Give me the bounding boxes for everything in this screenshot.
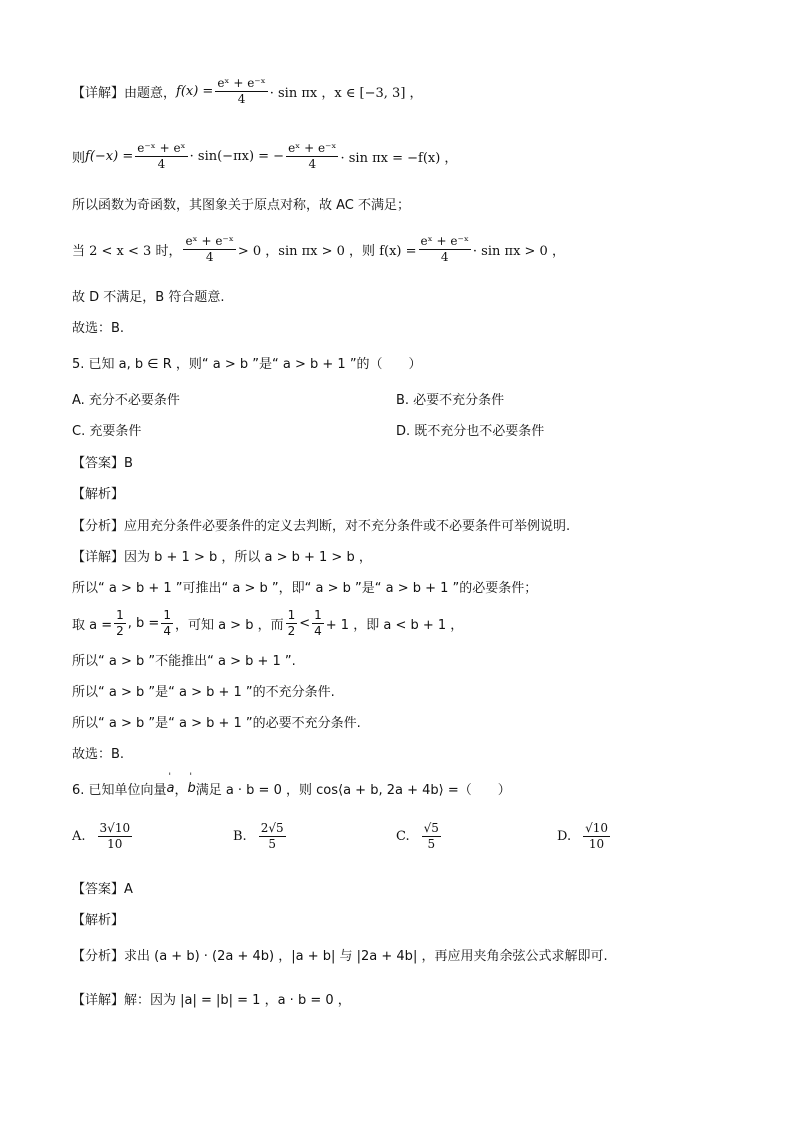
solution-line-2 <box>72 140 458 171</box>
math: > 0 ，sin πx > 0 ，则 f(x) = <box>237 243 417 259</box>
text: 所以“ a > b ”不能推出“ a > b + 1 ”. <box>72 653 296 669</box>
numerator: 3√10 <box>99 821 131 835</box>
math: · sin(−πx) = − <box>189 148 285 164</box>
text: 【答案】A <box>72 881 133 897</box>
text: 故 D 不满足，B 符合题意. <box>72 289 225 305</box>
q6-analysis-heading <box>72 907 124 929</box>
denominator: 4 <box>440 249 449 264</box>
text: 故选：B. <box>72 320 125 336</box>
denominator: 4 <box>237 91 246 106</box>
text: 【详解】解：因为 |a| = |b| = 1 ，a · b = 0 ， <box>72 992 351 1008</box>
numerator: 1 <box>163 607 171 622</box>
option-label: B. <box>233 828 247 844</box>
text: 所以“ a > b ”是“ a > b + 1 ”的不充分条件. <box>72 684 335 700</box>
option-label: D. <box>557 828 572 844</box>
math: 取 a = <box>72 617 113 633</box>
numerator: 1 <box>314 607 322 622</box>
q5-option-c <box>72 420 141 439</box>
q6-option-d <box>557 822 612 850</box>
q5-analysis-heading <box>72 481 124 503</box>
fraction <box>259 822 286 850</box>
numerator: eˣ + e⁻ˣ <box>185 233 234 248</box>
q6-analysis <box>72 943 608 965</box>
q5-detail-2 <box>72 575 537 597</box>
fraction <box>215 77 267 105</box>
numerator: 2√5 <box>260 821 284 835</box>
solution-line-1 <box>72 75 423 106</box>
question-5-stem <box>72 351 422 373</box>
numerator: √5 <box>423 821 439 835</box>
numerator: e⁻ˣ + eˣ <box>137 140 186 155</box>
numerator: eˣ + e⁻ˣ <box>420 233 469 248</box>
text: 【分析】求出 (a + b) · (2a + 4b) ，|a + b| 与 |2a + 4b| ，再应用夹角余弦公式求解即可. <box>72 948 608 964</box>
q6-option-b <box>233 822 288 850</box>
numerator: eˣ + e⁻ˣ <box>288 140 337 155</box>
denominator: 4 <box>314 623 322 638</box>
fraction <box>419 235 471 263</box>
denominator: 5 <box>268 836 276 851</box>
denominator: 2 <box>116 623 124 638</box>
math: ，可知 a > b ，而 <box>174 617 284 633</box>
text: D. 既不充分也不必要条件 <box>396 424 545 439</box>
q6-option-c <box>396 822 443 850</box>
denominator: 5 <box>427 836 436 851</box>
math: a · b = 0 ，则 cos⟨a + b, 2a + 4b⟩ =（ ） <box>225 782 511 798</box>
text: 【详解】因为 b + 1 > b ，所以 a > b + 1 > b ， <box>72 549 372 565</box>
math: · sin πx ，x ∈ [−3, 3] ， <box>269 85 423 101</box>
solution-line-5 <box>72 284 224 306</box>
text: 所以“ a > b + 1 ”可推出“ a > b ”，即“ a > b ”是“ a > b + 1 ”的必要条件； <box>72 580 538 596</box>
fraction <box>161 609 173 637</box>
denominator: 2 <box>287 623 296 638</box>
q5-option-a <box>72 389 180 408</box>
denominator: 4 <box>205 249 214 264</box>
option-label: C. <box>396 828 410 844</box>
denominator: 4 <box>308 156 317 171</box>
math: · sin πx = −f(x) ， <box>340 150 458 166</box>
q5-option-d <box>396 420 544 439</box>
fraction <box>286 609 298 637</box>
fraction <box>583 822 610 850</box>
text: 所以“ a > b ”是“ a > b + 1 ”的必要不充分条件. <box>72 715 361 731</box>
text: 满足 <box>195 782 222 798</box>
math: · sin πx > 0 ， <box>472 243 565 259</box>
denominator: 10 <box>107 836 123 851</box>
denominator: 4 <box>157 156 166 171</box>
numerator: eˣ + e⁻ˣ <box>217 75 266 90</box>
option-label: A. <box>72 828 86 844</box>
fraction <box>98 822 133 850</box>
q5-detail-1 <box>72 544 372 566</box>
text: C. 充要条件 <box>72 424 142 439</box>
text: 【解析】 <box>72 486 125 502</box>
text: 【分析】应用充分条件必要条件的定义去判断，对不充分条件或不必要条件可举例说明. <box>72 518 571 534</box>
q6-answer <box>72 876 133 898</box>
text: 6. 已知单位向量 <box>72 782 167 798</box>
fraction <box>286 142 338 170</box>
text: A. 充分不必要条件 <box>72 393 180 408</box>
text: 则 <box>72 150 86 166</box>
fraction <box>422 822 441 850</box>
fraction <box>135 142 187 170</box>
text: 【详解】由题意， <box>72 85 177 101</box>
solution-line-4 <box>72 233 565 264</box>
numerator: 1 <box>116 607 124 622</box>
vector-b: ' b <box>188 781 196 796</box>
question-6-stem <box>72 777 511 799</box>
text: 5. 已知 a, b ∈ R ，则“ a > b ”是“ a > b + 1 ”的（ ） <box>72 356 422 372</box>
numerator: 1 <box>287 607 296 622</box>
text: B. 必要不充分条件 <box>396 393 505 408</box>
numerator: √10 <box>585 821 609 835</box>
denominator: 10 <box>588 836 605 851</box>
solution-line-3 <box>72 192 410 214</box>
q5-option-b <box>396 389 504 408</box>
text: 故选：B. <box>72 746 125 762</box>
solution-line-6 <box>72 315 124 337</box>
q5-detail-4 <box>72 648 296 670</box>
denominator: 4 <box>163 623 171 638</box>
q6-detail-1 <box>72 987 351 1009</box>
math: < <box>299 615 311 631</box>
fraction <box>114 609 126 637</box>
math: + 1 ，即 a < b + 1 ， <box>325 617 464 633</box>
text: ， <box>174 782 188 798</box>
fraction <box>312 609 324 637</box>
text: 【答案】B <box>72 455 133 471</box>
q5-detail-3 <box>72 607 464 638</box>
math: f(x) = <box>176 83 214 99</box>
math: 当 2 < x < 3 时， <box>72 243 182 259</box>
vector-a: ' a <box>167 781 175 796</box>
math: f(−x) = <box>85 148 134 164</box>
q5-answer <box>72 450 133 472</box>
q5-detail-5 <box>72 679 335 701</box>
fraction <box>183 235 235 263</box>
q5-analysis <box>72 513 570 535</box>
math: , b = <box>127 615 160 631</box>
q6-option-a <box>72 822 134 850</box>
text: 所以函数为奇函数，其图象关于原点对称，故 AC 不满足； <box>72 197 411 213</box>
text: 【解析】 <box>72 912 125 928</box>
q5-detail-7 <box>72 741 124 763</box>
q5-detail-6 <box>72 710 361 732</box>
